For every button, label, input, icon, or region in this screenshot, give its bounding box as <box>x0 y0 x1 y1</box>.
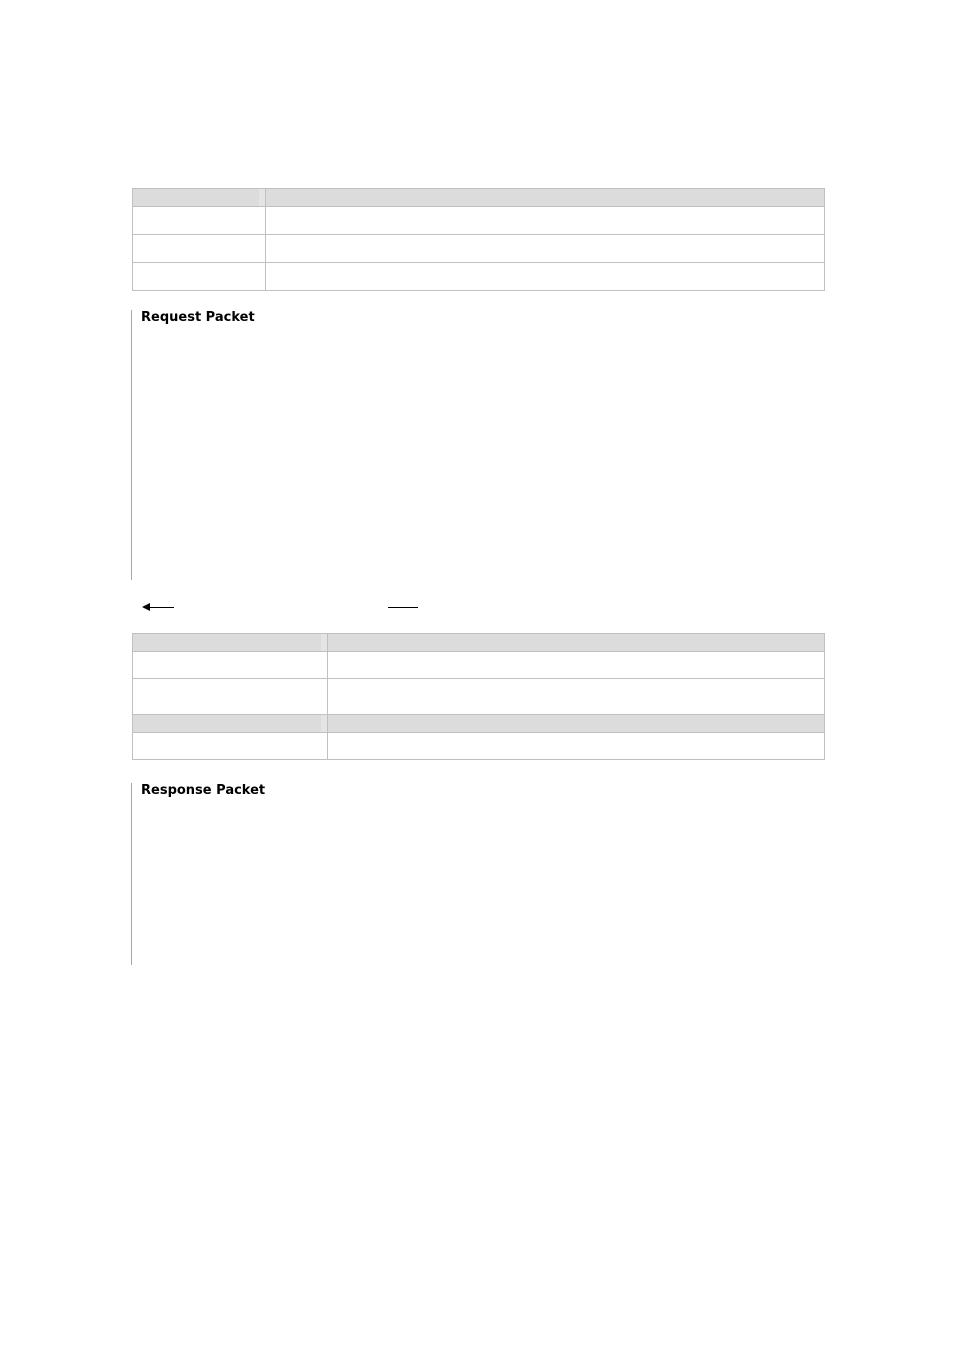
table-cell <box>133 207 266 235</box>
table-row <box>133 207 825 235</box>
table-cell <box>328 733 825 760</box>
request-packet-title: Request Packet <box>141 310 255 325</box>
table-cell <box>266 263 825 291</box>
response-packet-title: Response Packet <box>141 783 266 798</box>
request-packet-section <box>131 310 255 580</box>
arrow-shaft <box>150 607 174 608</box>
table-row <box>133 679 825 715</box>
table-header-cell <box>328 715 825 733</box>
direction-arrow <box>142 602 178 612</box>
table-header-row <box>133 715 825 733</box>
table-header-row <box>133 189 825 207</box>
table-header-row <box>133 634 825 652</box>
table-row <box>133 235 825 263</box>
table-cell <box>133 263 266 291</box>
table-cell <box>266 235 825 263</box>
table-header-cell <box>328 634 825 652</box>
arrow-segment <box>388 607 418 608</box>
table-cell <box>133 652 328 679</box>
table-cell <box>266 207 825 235</box>
request-field-table <box>132 188 825 291</box>
table-row <box>133 263 825 291</box>
table-cell <box>328 679 825 715</box>
arrow-left-icon <box>142 603 150 611</box>
response-field-table <box>132 633 825 760</box>
table-cell <box>133 679 328 715</box>
table-cell <box>133 733 328 760</box>
table-row <box>133 733 825 760</box>
table-cell <box>328 652 825 679</box>
response-packet-section <box>131 783 266 965</box>
table-row <box>133 652 825 679</box>
table-header-cell <box>133 634 328 652</box>
table-header-cell <box>266 189 825 207</box>
table-cell <box>133 235 266 263</box>
table-header-cell <box>133 189 266 207</box>
table-header-cell <box>133 715 328 733</box>
